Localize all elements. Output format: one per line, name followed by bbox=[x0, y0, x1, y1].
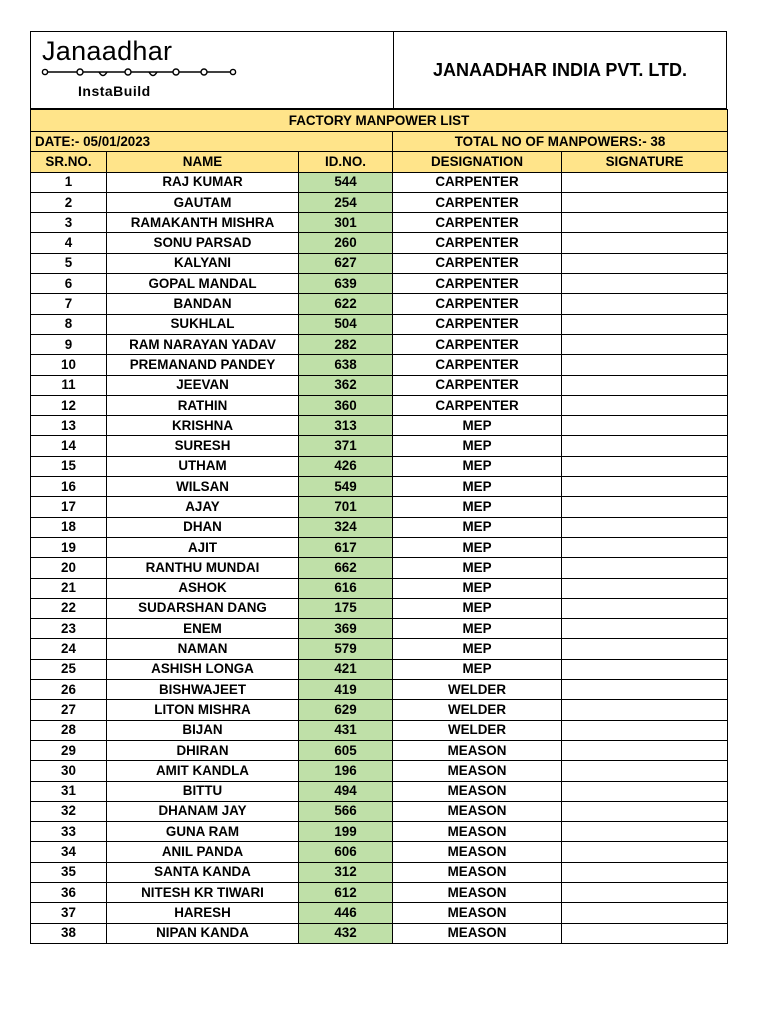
table-row bbox=[31, 314, 728, 334]
table-row bbox=[31, 355, 728, 375]
table-row bbox=[31, 578, 728, 598]
cell-id-no: 549 bbox=[299, 477, 393, 497]
cell-designation: CARPENTER bbox=[393, 274, 562, 294]
cell-id-no: 639 bbox=[299, 274, 393, 294]
cell-sr-no: 3 bbox=[31, 213, 107, 233]
cell-id-no: 446 bbox=[299, 903, 393, 923]
table-row bbox=[31, 781, 728, 801]
cell-name: UTHAM bbox=[107, 456, 299, 476]
cell-sr-no: 21 bbox=[31, 578, 107, 598]
cell-signature bbox=[562, 456, 728, 476]
logo-ornament-icon bbox=[39, 68, 239, 82]
cell-signature bbox=[562, 720, 728, 740]
cell-signature bbox=[562, 274, 728, 294]
cell-sr-no: 33 bbox=[31, 822, 107, 842]
cell-name: NIPAN KANDA bbox=[107, 923, 299, 943]
cell-name: GUNA RAM bbox=[107, 822, 299, 842]
cell-designation: MEP bbox=[393, 436, 562, 456]
cell-designation: WELDER bbox=[393, 700, 562, 720]
total-manpower-label: TOTAL NO OF MANPOWERS:- 38 bbox=[393, 132, 728, 152]
table-row bbox=[31, 233, 728, 253]
cell-sr-no: 14 bbox=[31, 436, 107, 456]
cell-sr-no: 30 bbox=[31, 761, 107, 781]
cell-id-no: 629 bbox=[299, 700, 393, 720]
cell-id-no: 313 bbox=[299, 416, 393, 436]
cell-name: BANDAN bbox=[107, 294, 299, 314]
cell-id-no: 544 bbox=[299, 172, 393, 192]
table-row bbox=[31, 619, 728, 639]
cell-id-no: 419 bbox=[299, 680, 393, 700]
table-row bbox=[31, 923, 728, 943]
cell-name: AJAY bbox=[107, 497, 299, 517]
cell-name: DHIRAN bbox=[107, 740, 299, 760]
cell-signature bbox=[562, 923, 728, 943]
cell-sr-no: 27 bbox=[31, 700, 107, 720]
cell-id-no: 369 bbox=[299, 619, 393, 639]
cell-signature bbox=[562, 517, 728, 537]
cell-signature bbox=[562, 761, 728, 781]
cell-sr-no: 5 bbox=[31, 253, 107, 273]
cell-name: DHANAM JAY bbox=[107, 801, 299, 821]
cell-name: ASHISH LONGA bbox=[107, 659, 299, 679]
cell-id-no: 494 bbox=[299, 781, 393, 801]
list-title: FACTORY MANPOWER LIST bbox=[31, 110, 728, 132]
cell-sr-no: 16 bbox=[31, 477, 107, 497]
cell-sr-no: 24 bbox=[31, 639, 107, 659]
header-designation: DESIGNATION bbox=[393, 152, 562, 172]
cell-sr-no: 12 bbox=[31, 395, 107, 415]
cell-signature bbox=[562, 233, 728, 253]
cell-name: RAJ KUMAR bbox=[107, 172, 299, 192]
cell-sr-no: 10 bbox=[31, 355, 107, 375]
cell-id-no: 301 bbox=[299, 213, 393, 233]
title-row bbox=[31, 110, 728, 132]
cell-name: SURESH bbox=[107, 436, 299, 456]
cell-designation: WELDER bbox=[393, 720, 562, 740]
cell-signature bbox=[562, 436, 728, 456]
cell-name: WILSAN bbox=[107, 477, 299, 497]
cell-sr-no: 1 bbox=[31, 172, 107, 192]
cell-signature bbox=[562, 882, 728, 902]
cell-id-no: 616 bbox=[299, 578, 393, 598]
cell-designation: MEP bbox=[393, 619, 562, 639]
cell-id-no: 566 bbox=[299, 801, 393, 821]
cell-sr-no: 28 bbox=[31, 720, 107, 740]
cell-id-no: 605 bbox=[299, 740, 393, 760]
cell-signature bbox=[562, 375, 728, 395]
cell-signature bbox=[562, 700, 728, 720]
logo-wordmark: Janaadhar bbox=[42, 36, 173, 66]
cell-signature bbox=[562, 680, 728, 700]
table-row bbox=[31, 456, 728, 476]
cell-designation: MEASON bbox=[393, 842, 562, 862]
cell-designation: CARPENTER bbox=[393, 172, 562, 192]
table-row bbox=[31, 395, 728, 415]
cell-name: SUDARSHAN DANG bbox=[107, 598, 299, 618]
cell-signature bbox=[562, 192, 728, 212]
cell-designation: MEASON bbox=[393, 761, 562, 781]
cell-designation: MEP bbox=[393, 659, 562, 679]
logo-subtitle: InstaBuild bbox=[78, 83, 151, 99]
header-sr-no: SR.NO. bbox=[31, 152, 107, 172]
date-label: DATE:- 05/01/2023 bbox=[31, 132, 393, 152]
cell-signature bbox=[562, 172, 728, 192]
cell-id-no: 260 bbox=[299, 233, 393, 253]
table-row bbox=[31, 882, 728, 902]
table-row bbox=[31, 253, 728, 273]
cell-signature bbox=[562, 659, 728, 679]
cell-signature bbox=[562, 497, 728, 517]
cell-name: RAMAKANTH MISHRA bbox=[107, 213, 299, 233]
cell-signature bbox=[562, 822, 728, 842]
cell-sr-no: 8 bbox=[31, 314, 107, 334]
cell-name: NITESH KR TIWARI bbox=[107, 882, 299, 902]
cell-signature bbox=[562, 781, 728, 801]
cell-designation: MEP bbox=[393, 456, 562, 476]
cell-designation: CARPENTER bbox=[393, 355, 562, 375]
cell-id-no: 196 bbox=[299, 761, 393, 781]
cell-name: HARESH bbox=[107, 903, 299, 923]
cell-id-no: 579 bbox=[299, 639, 393, 659]
cell-signature bbox=[562, 294, 728, 314]
cell-designation: MEP bbox=[393, 558, 562, 578]
cell-sr-no: 15 bbox=[31, 456, 107, 476]
cell-designation: WELDER bbox=[393, 680, 562, 700]
cell-id-no: 504 bbox=[299, 314, 393, 334]
table-row bbox=[31, 558, 728, 578]
cell-designation: MEP bbox=[393, 517, 562, 537]
cell-id-no: 627 bbox=[299, 253, 393, 273]
cell-designation: MEP bbox=[393, 639, 562, 659]
cell-designation: MEP bbox=[393, 598, 562, 618]
cell-designation: CARPENTER bbox=[393, 395, 562, 415]
cell-signature bbox=[562, 537, 728, 557]
cell-id-no: 617 bbox=[299, 537, 393, 557]
cell-designation: MEASON bbox=[393, 882, 562, 902]
cell-sr-no: 23 bbox=[31, 619, 107, 639]
header-signature: SIGNATURE bbox=[562, 152, 728, 172]
cell-id-no: 362 bbox=[299, 375, 393, 395]
cell-sr-no: 25 bbox=[31, 659, 107, 679]
table-row bbox=[31, 375, 728, 395]
cell-id-no: 312 bbox=[299, 862, 393, 882]
manpower-table bbox=[30, 109, 728, 944]
sheet-header bbox=[30, 31, 727, 109]
cell-signature bbox=[562, 862, 728, 882]
table-row bbox=[31, 842, 728, 862]
cell-id-no: 701 bbox=[299, 497, 393, 517]
company-logo bbox=[31, 32, 394, 108]
cell-signature bbox=[562, 619, 728, 639]
manpower-sheet bbox=[30, 31, 727, 944]
cell-designation: MEASON bbox=[393, 862, 562, 882]
table-row bbox=[31, 761, 728, 781]
table-row bbox=[31, 213, 728, 233]
cell-signature bbox=[562, 639, 728, 659]
cell-id-no: 606 bbox=[299, 842, 393, 862]
cell-name: DHAN bbox=[107, 517, 299, 537]
cell-signature bbox=[562, 801, 728, 821]
cell-name: BITTU bbox=[107, 781, 299, 801]
table-row bbox=[31, 172, 728, 192]
cell-designation: MEASON bbox=[393, 801, 562, 821]
cell-signature bbox=[562, 334, 728, 354]
header-id-no: ID.NO. bbox=[299, 152, 393, 172]
cell-sr-no: 31 bbox=[31, 781, 107, 801]
table-row bbox=[31, 192, 728, 212]
cell-sr-no: 4 bbox=[31, 233, 107, 253]
cell-name: BISHWAJEET bbox=[107, 680, 299, 700]
cell-designation: CARPENTER bbox=[393, 253, 562, 273]
cell-sr-no: 9 bbox=[31, 334, 107, 354]
cell-id-no: 612 bbox=[299, 882, 393, 902]
cell-sr-no: 38 bbox=[31, 923, 107, 943]
cell-sr-no: 26 bbox=[31, 680, 107, 700]
cell-signature bbox=[562, 314, 728, 334]
cell-signature bbox=[562, 558, 728, 578]
cell-designation: MEP bbox=[393, 578, 562, 598]
table-row bbox=[31, 720, 728, 740]
cell-sr-no: 7 bbox=[31, 294, 107, 314]
cell-sr-no: 20 bbox=[31, 558, 107, 578]
header-name: NAME bbox=[107, 152, 299, 172]
cell-name: PREMANAND PANDEY bbox=[107, 355, 299, 375]
cell-sr-no: 19 bbox=[31, 537, 107, 557]
table-row bbox=[31, 294, 728, 314]
table-row bbox=[31, 740, 728, 760]
cell-name: KALYANI bbox=[107, 253, 299, 273]
cell-signature bbox=[562, 253, 728, 273]
table-row bbox=[31, 537, 728, 557]
cell-id-no: 432 bbox=[299, 923, 393, 943]
cell-id-no: 421 bbox=[299, 659, 393, 679]
table-row bbox=[31, 334, 728, 354]
cell-sr-no: 17 bbox=[31, 497, 107, 517]
table-row bbox=[31, 598, 728, 618]
cell-designation: MEASON bbox=[393, 923, 562, 943]
cell-name: JEEVAN bbox=[107, 375, 299, 395]
cell-id-no: 175 bbox=[299, 598, 393, 618]
cell-sr-no: 36 bbox=[31, 882, 107, 902]
cell-id-no: 324 bbox=[299, 517, 393, 537]
table-row bbox=[31, 477, 728, 497]
table-row bbox=[31, 639, 728, 659]
table-row bbox=[31, 659, 728, 679]
cell-name: ASHOK bbox=[107, 578, 299, 598]
table-row bbox=[31, 680, 728, 700]
cell-signature bbox=[562, 213, 728, 233]
cell-sr-no: 32 bbox=[31, 801, 107, 821]
table-row bbox=[31, 862, 728, 882]
info-row bbox=[31, 132, 728, 152]
cell-designation: MEP bbox=[393, 537, 562, 557]
table-row bbox=[31, 497, 728, 517]
table-row bbox=[31, 436, 728, 456]
cell-designation: CARPENTER bbox=[393, 192, 562, 212]
cell-sr-no: 35 bbox=[31, 862, 107, 882]
cell-designation: CARPENTER bbox=[393, 294, 562, 314]
cell-id-no: 371 bbox=[299, 436, 393, 456]
cell-name: ANIL PANDA bbox=[107, 842, 299, 862]
cell-name: RAM NARAYAN YADAV bbox=[107, 334, 299, 354]
cell-name: SUKHLAL bbox=[107, 314, 299, 334]
cell-signature bbox=[562, 578, 728, 598]
cell-signature bbox=[562, 416, 728, 436]
cell-designation: MEP bbox=[393, 497, 562, 517]
cell-signature bbox=[562, 740, 728, 760]
cell-signature bbox=[562, 903, 728, 923]
cell-name: KRISHNA bbox=[107, 416, 299, 436]
cell-name: SONU PARSAD bbox=[107, 233, 299, 253]
cell-name: RATHIN bbox=[107, 395, 299, 415]
cell-designation: MEASON bbox=[393, 903, 562, 923]
cell-sr-no: 18 bbox=[31, 517, 107, 537]
cell-sr-no: 37 bbox=[31, 903, 107, 923]
cell-id-no: 638 bbox=[299, 355, 393, 375]
cell-designation: CARPENTER bbox=[393, 334, 562, 354]
cell-name: GOPAL MANDAL bbox=[107, 274, 299, 294]
table-row bbox=[31, 801, 728, 821]
cell-id-no: 431 bbox=[299, 720, 393, 740]
cell-sr-no: 13 bbox=[31, 416, 107, 436]
cell-name: NAMAN bbox=[107, 639, 299, 659]
cell-name: AJIT bbox=[107, 537, 299, 557]
table-row bbox=[31, 274, 728, 294]
cell-name: GAUTAM bbox=[107, 192, 299, 212]
cell-sr-no: 6 bbox=[31, 274, 107, 294]
cell-designation: CARPENTER bbox=[393, 314, 562, 334]
cell-name: LITON MISHRA bbox=[107, 700, 299, 720]
cell-designation: MEASON bbox=[393, 781, 562, 801]
cell-designation: MEP bbox=[393, 416, 562, 436]
column-header-row bbox=[31, 152, 728, 172]
cell-id-no: 199 bbox=[299, 822, 393, 842]
table-row bbox=[31, 416, 728, 436]
cell-name: ENEM bbox=[107, 619, 299, 639]
table-row bbox=[31, 700, 728, 720]
company-name: JANAADHAR INDIA PVT. LTD. bbox=[432, 59, 687, 80]
cell-id-no: 360 bbox=[299, 395, 393, 415]
table-row bbox=[31, 517, 728, 537]
cell-name: SANTA KANDA bbox=[107, 862, 299, 882]
cell-signature bbox=[562, 842, 728, 862]
cell-sr-no: 29 bbox=[31, 740, 107, 760]
cell-id-no: 426 bbox=[299, 456, 393, 476]
table-row bbox=[31, 903, 728, 923]
cell-id-no: 622 bbox=[299, 294, 393, 314]
cell-designation: MEP bbox=[393, 477, 562, 497]
cell-signature bbox=[562, 477, 728, 497]
cell-designation: MEASON bbox=[393, 740, 562, 760]
cell-name: AMIT KANDLA bbox=[107, 761, 299, 781]
cell-signature bbox=[562, 355, 728, 375]
cell-designation: CARPENTER bbox=[393, 375, 562, 395]
cell-sr-no: 11 bbox=[31, 375, 107, 395]
cell-sr-no: 2 bbox=[31, 192, 107, 212]
cell-designation: CARPENTER bbox=[393, 233, 562, 253]
cell-sr-no: 34 bbox=[31, 842, 107, 862]
cell-name: RANTHU MUNDAI bbox=[107, 558, 299, 578]
cell-id-no: 254 bbox=[299, 192, 393, 212]
table-row bbox=[31, 822, 728, 842]
cell-designation: MEASON bbox=[393, 822, 562, 842]
cell-name: BIJAN bbox=[107, 720, 299, 740]
cell-id-no: 662 bbox=[299, 558, 393, 578]
cell-designation: CARPENTER bbox=[393, 213, 562, 233]
cell-signature bbox=[562, 395, 728, 415]
cell-sr-no: 22 bbox=[31, 598, 107, 618]
cell-signature bbox=[562, 598, 728, 618]
cell-id-no: 282 bbox=[299, 334, 393, 354]
